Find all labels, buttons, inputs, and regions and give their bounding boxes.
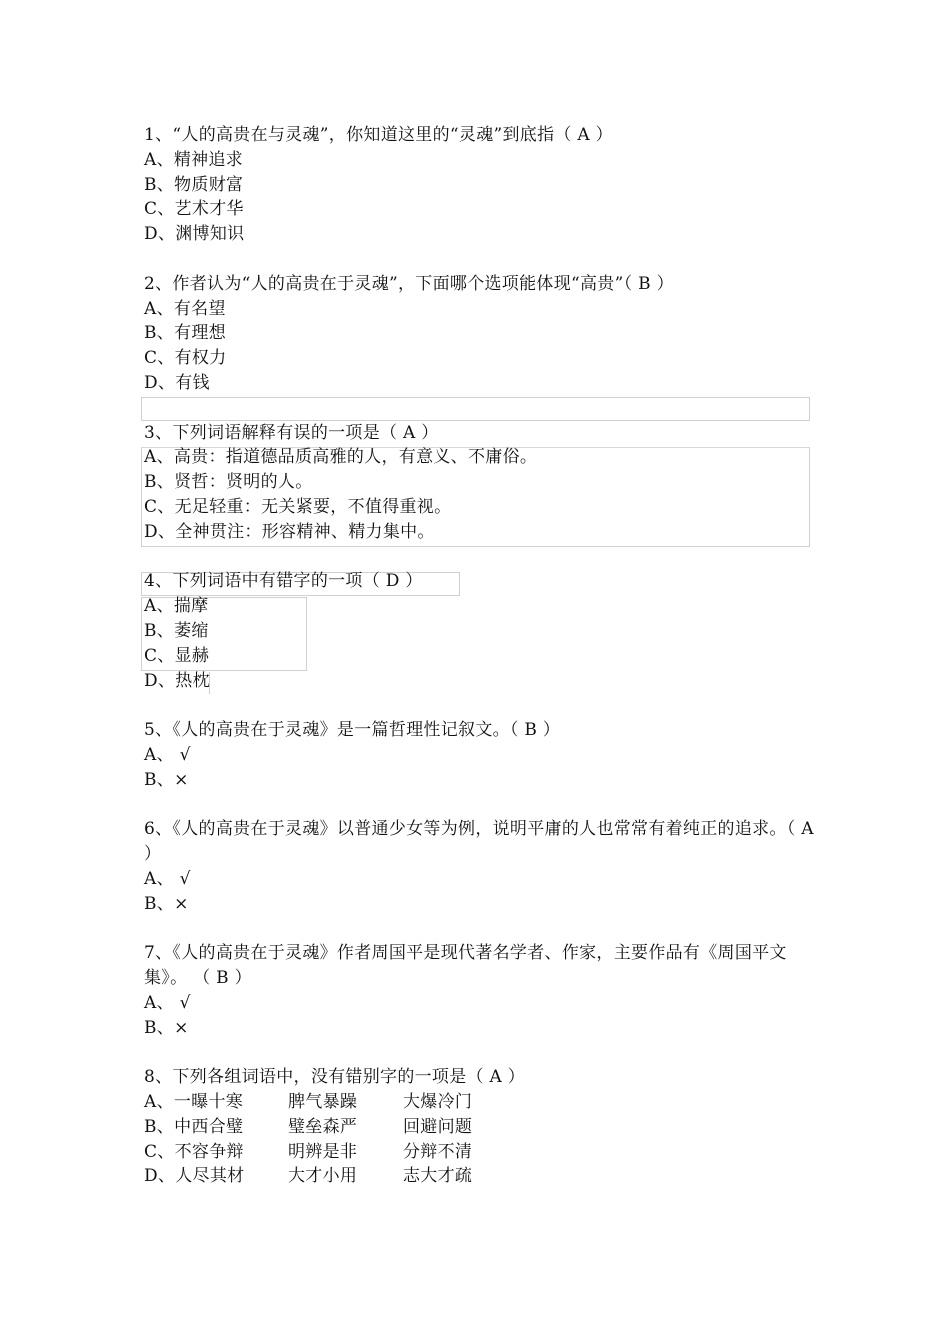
option-a: A、 √ [144, 992, 191, 1013]
question-stem: 5、《人的高贵在于灵魂》是一篇哲理性记叙文。（ B ） [144, 720, 561, 741]
option-d: D、热枕 [144, 670, 210, 691]
option-word: 脾气暴躁 [288, 1092, 358, 1113]
option-a: A、有名望 [144, 298, 226, 319]
question-stem: 1、“人的高贵在与灵魂”，你知道这里的“灵魂”到底指（ A ） [144, 125, 613, 145]
option-b: B、物质财富 [144, 174, 244, 195]
question-8 [144, 1065, 814, 1189]
option-word: 大爆冷门 [403, 1092, 473, 1113]
option-row-b [144, 1115, 814, 1140]
option-b: B、贤哲：贤明的人。 [144, 472, 313, 493]
option-a: A、 √ [144, 744, 191, 765]
option-word: 回避问题 [403, 1116, 473, 1137]
question-4 [144, 569, 814, 693]
option-b: B、萎缩 [144, 620, 209, 641]
option-c: C、无足轻重：无关紧要，不值得重视。 [144, 496, 452, 517]
option-c: C、有权力 [144, 348, 227, 369]
option-d: D、有钱 [144, 372, 210, 393]
option-a: A、 √ [144, 868, 191, 889]
question-6 [144, 817, 814, 916]
option-row-a [144, 1090, 814, 1115]
option-word: D、人尽其材 [144, 1166, 245, 1187]
question-stem: 6、《人的高贵在于灵魂》以普通少女等为例，说明平庸的人也常常有着纯正的追求。（ A ） [144, 819, 814, 865]
option-word: B、中西合璧 [144, 1116, 244, 1137]
option-b: B、× [144, 1017, 189, 1038]
question-stem: 2、作者认为“人的高贵在于灵魂”，下面哪个选项能体现“高贵”（ B ） [144, 273, 674, 294]
option-a: A、精神追求 [144, 149, 244, 170]
option-a: A、揣摩 [144, 596, 209, 617]
option-word: C、不容争辩 [144, 1141, 244, 1162]
question-3 [144, 421, 814, 545]
option-word: 璧垒森严 [288, 1116, 358, 1137]
option-word: 明辨是非 [288, 1141, 358, 1162]
option-d: D、渊博知识 [144, 224, 245, 245]
option-word: 志大才疏 [403, 1166, 473, 1187]
option-d: D、全神贯注：形容精神、精力集中。 [144, 521, 435, 542]
option-word: A、一曝十寒 [144, 1092, 244, 1113]
option-a: A、高贵：指道德品质高雅的人，有意义、不庸俗。 [144, 447, 538, 468]
option-b: B、有理想 [144, 323, 226, 344]
question-1 [144, 123, 814, 247]
question-5 [144, 718, 814, 792]
option-row-c [144, 1140, 814, 1165]
question-7 [144, 941, 814, 1040]
option-word: 分辩不清 [403, 1141, 473, 1162]
question-stem: 8、下列各组词语中，没有错别字的一项是（ A ） [144, 1067, 526, 1088]
option-row-d [144, 1164, 814, 1189]
option-c: C、显赫 [144, 645, 210, 666]
option-word: 大才小用 [288, 1166, 358, 1187]
option-b: B、× [144, 893, 189, 914]
question-2 [144, 272, 814, 396]
question-list [144, 123, 814, 1214]
option-c: C、艺术才华 [144, 199, 244, 220]
option-b: B、× [144, 769, 189, 790]
question-stem: 7、《人的高贵在于灵魂》作者周国平是现代著名学者、作家，主要作品有《周国平文集》。 （ B ） [144, 943, 787, 989]
question-stem: 4、下列词语中有错字的一项（ D ） [144, 571, 423, 592]
question-stem: 3、下列词语解释有误的一项是（ A ） [144, 422, 439, 443]
